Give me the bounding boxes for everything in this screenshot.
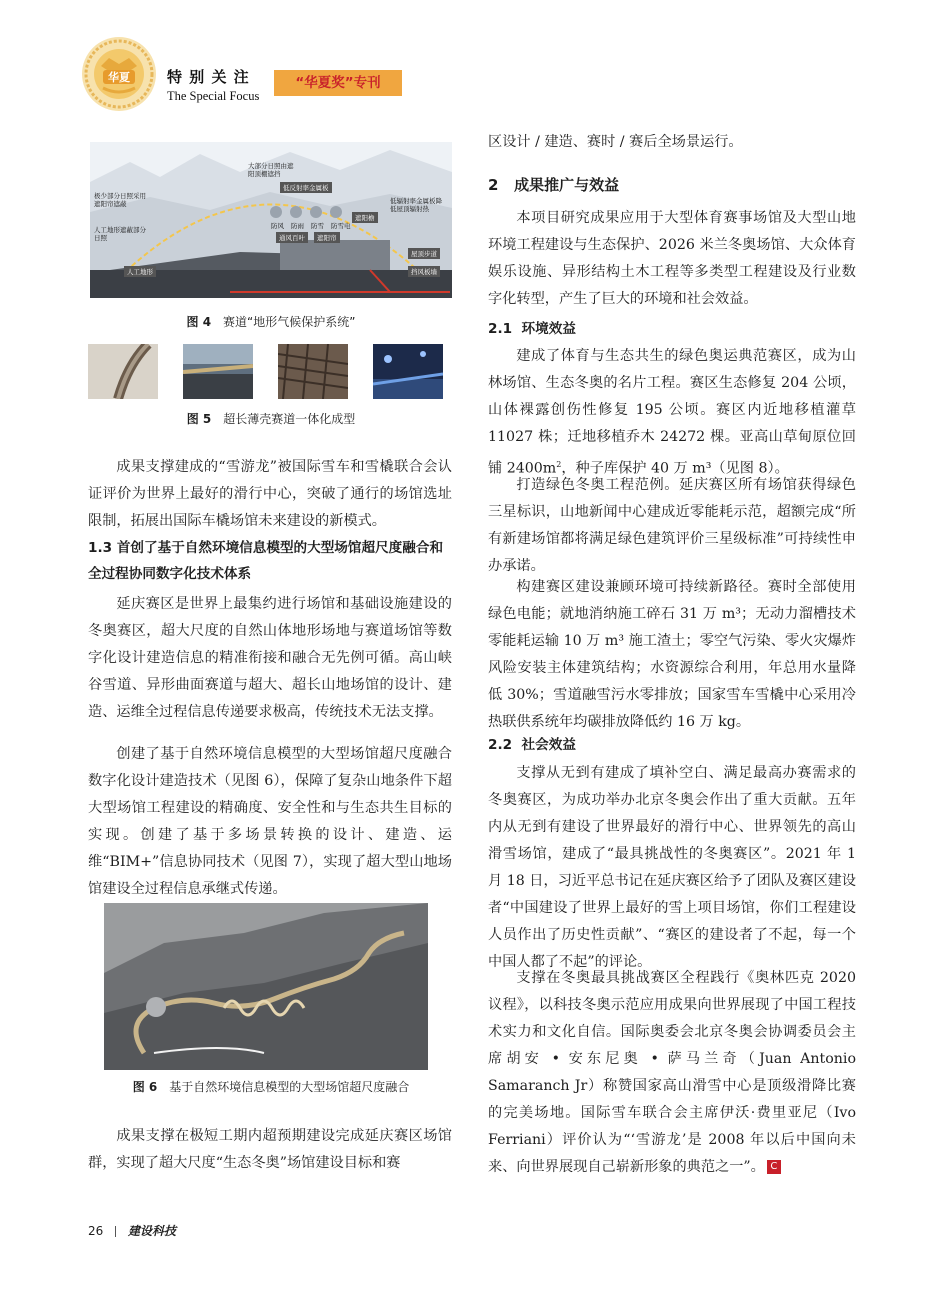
figure-4-image <box>90 142 452 298</box>
header <box>0 0 950 120</box>
figure-5-photo-3 <box>278 344 348 399</box>
left-paragraph-1: 成果支撑建成的“雪游龙”被国际雪车和雪橇联合会认证评价为世界上最好的滑行中心，突破了通行的场馆选址限制，拓展出国际车橇场馆未来建设的新模式。 <box>88 459 452 529</box>
figure-5-caption <box>90 410 452 427</box>
heading-2-1: 2.1 环境效益 <box>488 321 576 337</box>
track-shell-photo <box>88 344 158 399</box>
left-paragraph-2: 延庆赛区是世界上最集约进行场馆和基础设施建设的冬奥赛区，超大尺度的自然山体地形场地与赛道场馆等数字化设计建造信息的精准衔接和融合无先例可循。高山峡谷雪道、异形曲面赛道与超大、超长山地场馆的设计、建造、运维全过程信息传递要求极高，传统技术无法支撑。 <box>88 596 452 720</box>
right-paragraph-2-sup: 2 <box>556 460 562 469</box>
track-construction-photo <box>183 344 253 399</box>
fig4-box-snow: 防雪 <box>311 222 324 230</box>
section-title-cn: 特 别 关 注 <box>167 68 250 86</box>
right-paragraph-3: 打造绿色冬奥工程范例。延庆赛区所有场馆获得绿色三星标识，山地新闻中心建成近零能耗示范，超额完成“所有新建场馆都将满足绿色建筑评价三星级标准”可持续性申办承诺。 <box>488 477 856 574</box>
night-track-photo <box>373 344 443 399</box>
right-paragraph-6 <box>488 965 856 1181</box>
right-paragraph-1: 本项目研究成果应用于大型体育赛事场馆及大型山地环境工程建设与生态保护、2026 米兰冬奥场馆、大众体育娱乐设施、异形结构土木工程等多类型工程建设及行业数字化转型，产生了巨大的环境和社会效益。 <box>488 210 856 307</box>
fig4-box-pipe: 遮阳檐 <box>352 212 378 223</box>
heading-2: 2 成果推广与效益 <box>488 176 620 194</box>
figure-5-photo-1 <box>88 344 158 399</box>
right-paragraph-6-text: 支撑在冬奥最具挑战赛区全程践行《奥林匹克 2020 议程》，以科技冬奥示范应用成果向世界展现了中国工程技术实力和文化自信。国际奥委会北京冬奥会协调委员会主席胡安 • 安东尼奥 • 萨马兰奇（Juan Antonio Samaranch Jr）称赞国家高山滑雪中心是顶级滑降比赛的完美场地。国际雪车联合会主席伊沃·费里亚尼（Ivo Ferriani）评价认为“‘雪游龙’是 2008 年以后中国向未来、向世界展现自己崭新形象的典范之一”。 <box>488 970 856 1175</box>
fig4-caption-num: 图 4 <box>186 315 212 329</box>
fig4-box-rain: 防雨 <box>291 222 304 230</box>
figure-6-image <box>104 903 428 1070</box>
figure-6-caption <box>90 1078 452 1095</box>
right-paragraph-2-a: 建成了体育与生态共生的绿色奥运典范赛区，成为山林场馆、生态冬奥的名片工程。赛区生态修复 204 公顷，山体裸露创伤性修复 195 公顷。赛区内近地移植灌草 11027 株；迁地移植乔木 24272 棵。亚高山草甸原位回铺 2400m <box>488 348 856 477</box>
fig5-caption-num: 图 5 <box>186 412 212 426</box>
right-paragraph-5: 支撑从无到有建成了填补空白、满足最高办赛需求的冬奥赛区，为成功举办北京冬奥会作出了重大贡献。五年内从无到有建设了世界最好的滑行中心、世界领先的高山滑雪场馆，建成了“最具挑战性的冬奥赛区”。2021 年 1 月 18 日，习近平总书记在延庆赛区给予了团队及赛区建设者“中国建设了世界上最好的雪上项目场馆，你们工程建设人员作出了历史性贡献”、“赛区的建设者了不起，每一个中国人都了不起”的评论。 <box>488 765 856 970</box>
right-paragraph-0: 区设计 / 建造、赛时 / 赛后全场景运行。 <box>488 134 743 150</box>
heading-1-3: 1.3 首创了基于自然环境信息模型的大型场馆超尺度融合和全过程协同数字化技术体系 <box>88 540 444 582</box>
fig4-box-wind: 防风 <box>271 222 284 230</box>
fig4-box-shade: 遮阳帘 <box>314 232 340 243</box>
fig4-box-roof: 低反射率金属板 <box>280 182 332 193</box>
footer <box>88 1221 176 1241</box>
special-issue-badge: “华夏奖”专刊 <box>274 70 402 96</box>
logo-text: 华夏 <box>108 71 130 84</box>
page-number: 26 <box>88 1224 104 1238</box>
figure-5-photo-2 <box>183 344 253 399</box>
fig6-caption-num: 图 6 <box>132 1080 158 1094</box>
fig4-box-wall: 挡风板墙 <box>408 266 440 277</box>
fig5-caption-text: 超长薄壳赛道一体化成型 <box>223 412 356 426</box>
figure-4-caption <box>90 313 452 330</box>
left-paragraph-4: 成果支撑在极短工期内超预期建设完成延庆赛区场馆群，实现了超大尺度“生态冬奥”场馆建设目标和赛 <box>88 1128 452 1171</box>
fig4-box-sun: 防雪电 <box>331 222 351 230</box>
logo-seal <box>79 36 159 112</box>
right-paragraph-2 <box>488 343 856 483</box>
fig4-label-left2: 人工地形遮蔽部分日照 <box>94 226 146 242</box>
fig4-caption-text: 赛道“地形气候保护系统” <box>223 315 356 329</box>
heading-2-2: 2.2 社会效益 <box>488 737 576 753</box>
fig4-box-terrain: 人工地形 <box>124 266 156 277</box>
terrain-model-render <box>104 903 428 1070</box>
left-paragraph-3: 创建了基于自然环境信息模型的大型场馆超尺度融合数字化设计建造技术（见图 6），保障了复杂山地条件下超大型场馆工程建设的精确度、安全性和与生态共生目标的实现。创建了基于多场景转换的设计、建造、运维“BIM+”信息协同技术（见图 7），实现了超大型山地场馆建设全过程信息承继式传递。 <box>88 746 452 897</box>
section-title-en: The Special Focus <box>167 89 260 103</box>
fig4-box-vent: 通风百叶 <box>276 232 308 243</box>
right-paragraph-2-b: ，种子库保护 40 万 m³（见图 8）。 <box>561 460 789 477</box>
end-mark: C <box>767 1160 781 1174</box>
fig4-label-top: 大部分日照由遮阳顶棚遮挡 <box>248 162 294 178</box>
fig4-label-left1: 极少部分日照采用遮阳帘遮蔽 <box>94 192 146 208</box>
fig4-label-right1: 低辐射率金属板降低屋顶辐射热 <box>390 197 442 213</box>
fig6-caption-text: 基于自然环境信息模型的大型场馆超尺度融合 <box>169 1080 410 1094</box>
fig4-box-walk: 屋顶步道 <box>408 248 440 259</box>
footer-divider <box>115 1226 116 1237</box>
figure-5-photo-4 <box>373 344 443 399</box>
journal-name: 建设科技 <box>127 1224 176 1238</box>
right-paragraph-4: 构建赛区建设兼顾环境可持续新路径。赛时全部使用绿色电能；就地消纳施工碎石 31 万 m³；无动力溜槽技术零能耗运输 10 万 m³ 施工渣土；零空气污染、零火灾爆炸风险安装主体建筑结构；水资源综合利用，年总用水量降低 30%；雪道融雪污水零排放；国家雪车雪橇中心采用冷热联供系统年均碳排放降低约 16 万 kg。 <box>488 579 856 730</box>
rebar-photo <box>278 344 348 399</box>
